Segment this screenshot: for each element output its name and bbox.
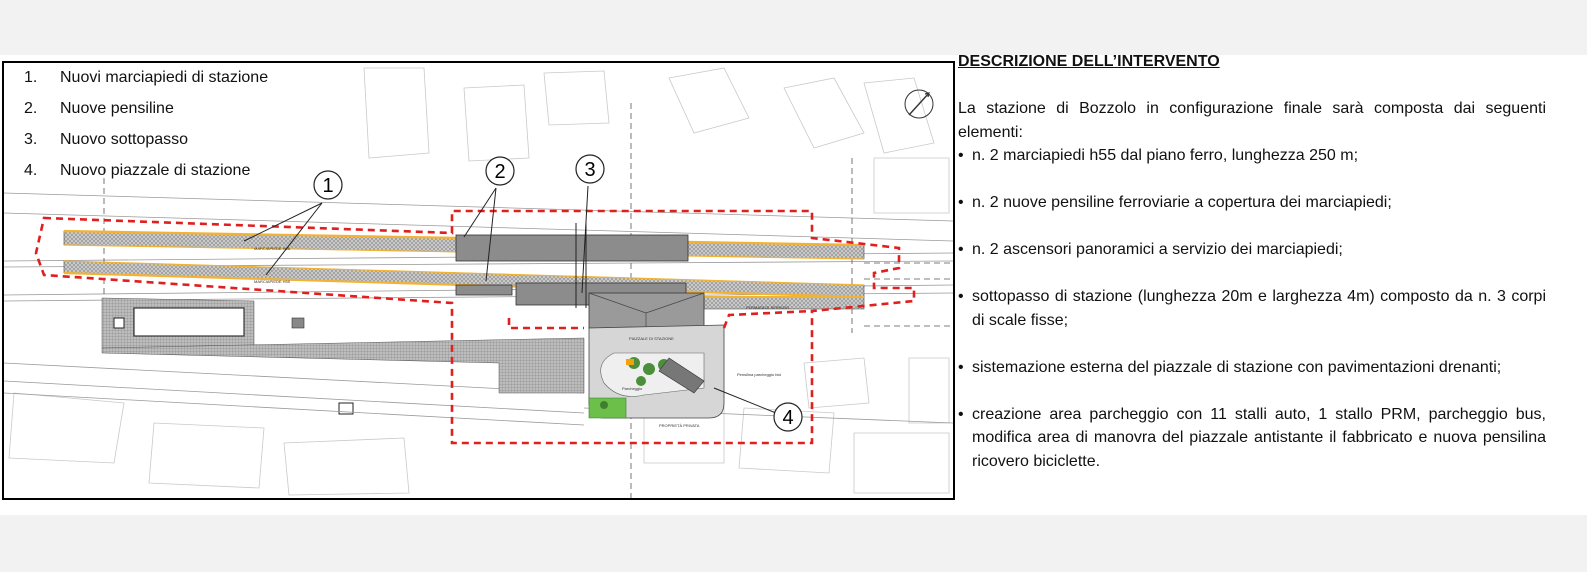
callout-2 bbox=[486, 157, 514, 185]
plan-label-parcheggio: Parcheggio bbox=[622, 386, 643, 391]
plan-legend bbox=[24, 67, 324, 191]
bullet-text: n. 2 ascensori panoramici a servizio dei marciapiedi; bbox=[972, 241, 1343, 258]
legend-item bbox=[24, 160, 324, 191]
legend-number: 1. bbox=[24, 69, 38, 86]
bullet-text: creazione area parcheggio con 11 stalli auto, 1 stallo PRM, parcheggio bus, modifica area di manovra del piazzale antistante il fabbricato e nuova pensilina ricovero biciclette. bbox=[972, 405, 1546, 470]
legend-label: Nuovi marciapiedi di stazione bbox=[60, 69, 269, 86]
description-panel bbox=[958, 50, 1546, 473]
plan-label-pensilina: Pensilina parcheggio bici bbox=[737, 372, 782, 377]
bullet-text: n. 2 marciapiedi h55 dal piano ferro, lunghezza 250 m; bbox=[972, 147, 1359, 164]
plan-label-platform-1: MARCIAPIEDE H55 bbox=[254, 246, 291, 251]
description-bullet bbox=[958, 403, 1546, 474]
bullet-text: sistemazione esterna del piazzale di stazione con pavimentazioni drenanti; bbox=[972, 358, 1502, 376]
site-plan bbox=[2, 61, 955, 500]
callout-3 bbox=[576, 155, 604, 183]
plan-label-proprieta: PROPRIETÀ PRIVATA bbox=[659, 423, 700, 428]
legend-number: 2. bbox=[24, 100, 38, 117]
svg-text:3: 3 bbox=[584, 159, 596, 181]
legend-item bbox=[24, 67, 324, 98]
bullet-glyph: • bbox=[958, 358, 964, 376]
bullet-text: sottopasso di stazione (lunghezza 20m e larghezza 4m) composto da n. 3 corpi di scale fisse; bbox=[972, 288, 1546, 329]
plan-label-platform-2: MARCIAPIEDE H55 bbox=[254, 279, 291, 284]
svg-text:4: 4 bbox=[782, 407, 794, 429]
green-area bbox=[589, 398, 626, 418]
description-bullet bbox=[958, 191, 1546, 215]
description-bullet bbox=[958, 285, 1546, 332]
station-building bbox=[589, 293, 704, 328]
legend-label: Nuove pensiline bbox=[60, 100, 174, 117]
plan-label-fermata: FERMATA DI SERVIZIO bbox=[746, 305, 790, 310]
svg-text:1: 1 bbox=[322, 175, 334, 197]
legend-label: Nuovo sottopasso bbox=[60, 131, 189, 148]
legend-label: Nuovo piazzale di stazione bbox=[60, 162, 251, 179]
description-title: DESCRIZIONE DELL’INTERVENTO bbox=[958, 53, 1220, 70]
bullet-glyph: • bbox=[958, 194, 964, 211]
bullet-text: n. 2 nuove pensiline ferroviarie a copertura dei marciapiedi; bbox=[972, 194, 1392, 211]
legend-item bbox=[24, 129, 324, 160]
description-bullet bbox=[958, 144, 1546, 168]
callout-4 bbox=[774, 403, 802, 431]
legend-number: 4. bbox=[24, 162, 38, 179]
bullet-glyph: • bbox=[958, 405, 964, 423]
legend-item bbox=[24, 98, 324, 129]
existing-building bbox=[134, 308, 244, 336]
description-bullet bbox=[958, 356, 1546, 380]
bullet-glyph: • bbox=[958, 147, 964, 164]
svg-text:2: 2 bbox=[494, 161, 506, 183]
bullet-glyph: • bbox=[958, 241, 964, 258]
plan-label-piazzale: PIAZZALE DI STAZIONE bbox=[629, 336, 674, 341]
description-intro: La stazione di Bozzolo in configurazione finale sarà composta dai seguenti elementi: bbox=[958, 100, 1546, 141]
bullet-glyph: • bbox=[958, 288, 964, 305]
canopy-lower-left bbox=[456, 285, 512, 295]
description-bullet bbox=[958, 238, 1546, 262]
legend-number: 3. bbox=[24, 131, 38, 148]
